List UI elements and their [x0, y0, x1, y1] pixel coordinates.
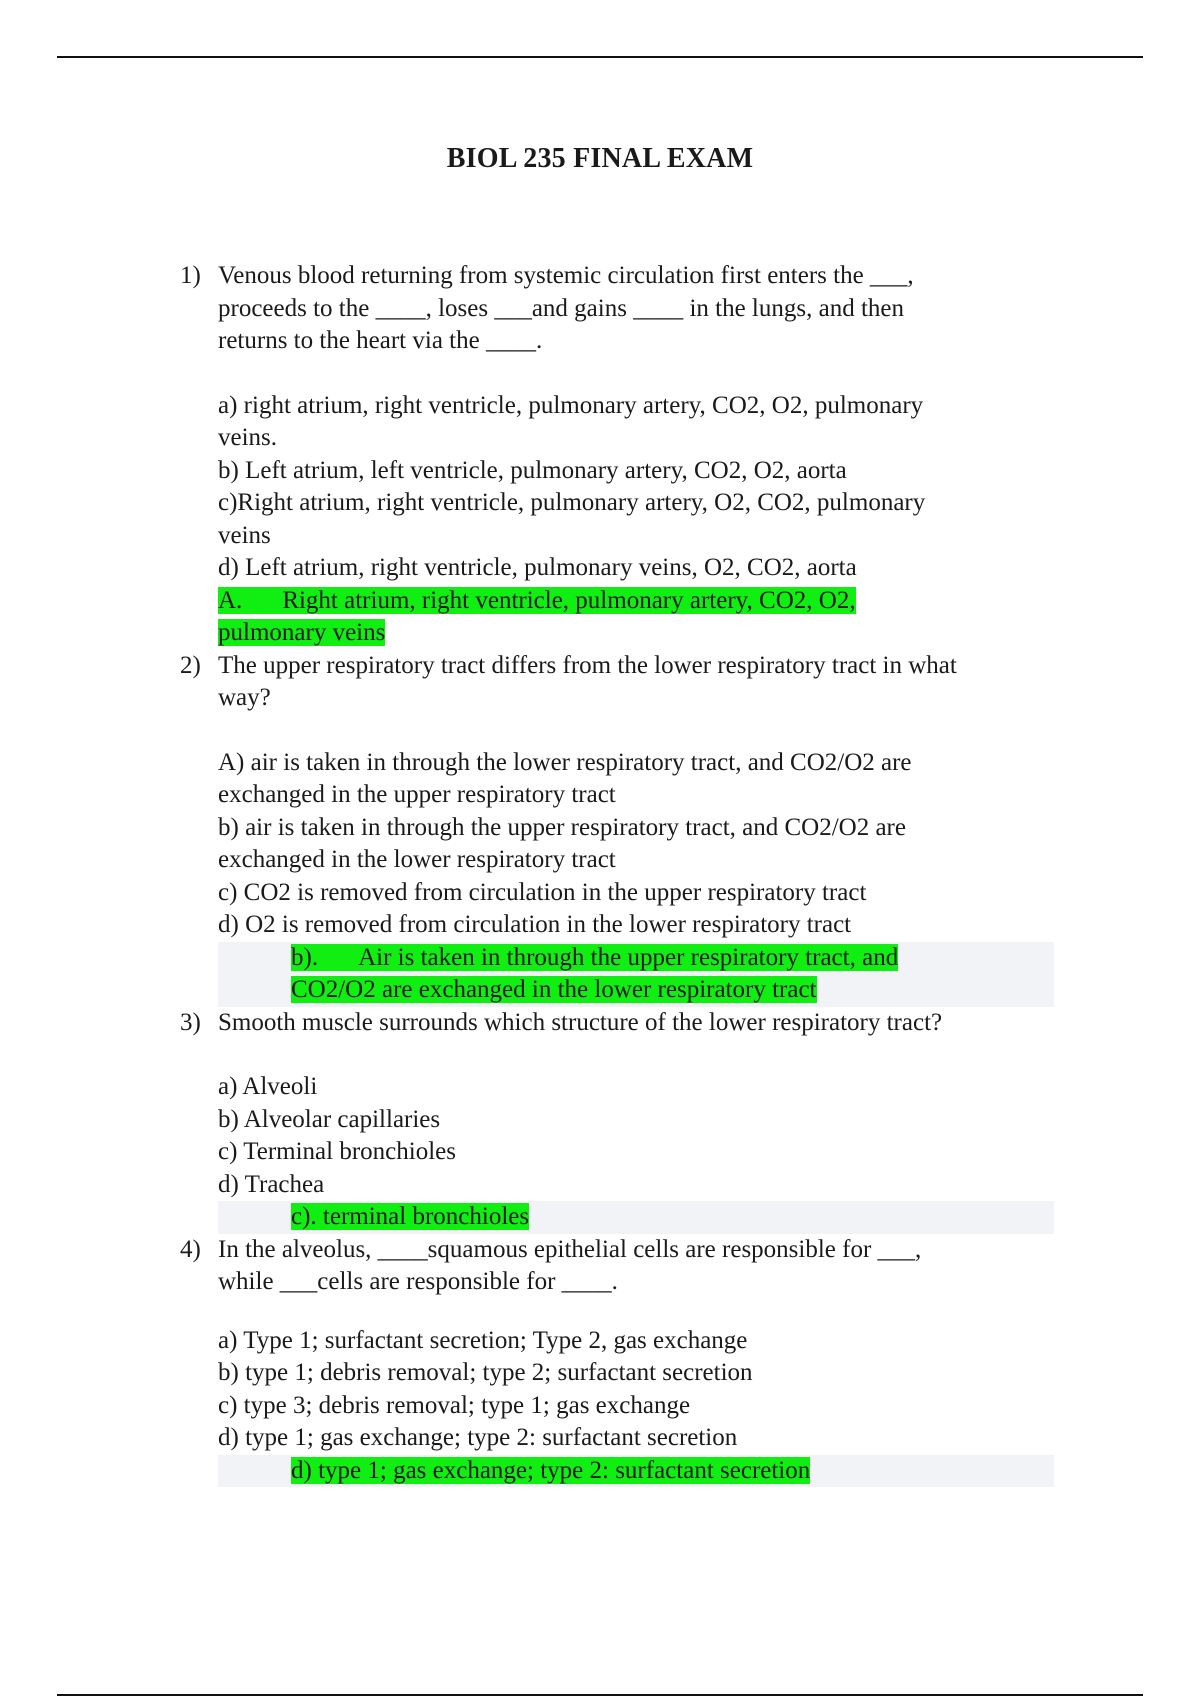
option-line: b) type 1; debris removal; type 2; surfactant secretion [218, 1359, 753, 1386]
option-line: a) Type 1; surfactant secretion; Type 2, gas exchange [218, 1326, 748, 1354]
option-line: b) Left atrium, left ventricle, pulmonary artery, CO2, O2, aorta [218, 456, 847, 484]
option-line: c) CO2 is removed from circulation in the upper respiratory tract [218, 878, 867, 906]
answer-highlight [0, 617, 1200, 650]
answer-text: pulmonary veins [218, 619, 386, 646]
option-line: c) Terminal bronchioles [218, 1138, 456, 1165]
option-line: veins. [218, 424, 278, 451]
question-stem-line: In the alveolus, ____squamous epithelial cells are responsible for ___, [218, 1235, 922, 1263]
option-line: c) type 3; debris removal; type 1; gas exchange [218, 1391, 691, 1419]
option-line: veins [218, 521, 271, 549]
option-line: A) air is taken in through the lower respiratory tract, and CO2/O2 are [218, 748, 912, 776]
question-number: 1) [180, 262, 201, 289]
answer-box [218, 942, 1054, 1007]
option-line: exchanged in the upper respiratory tract [218, 781, 616, 808]
answer-highlight [218, 1455, 1054, 1488]
option-line: c)Right atrium, right ventricle, pulmonary artery, O2, CO2, pulmonary [218, 489, 926, 516]
option-line: d) Left atrium, right ventricle, pulmonary veins, O2, CO2, aorta [218, 554, 857, 581]
answer-prefix: b). [291, 943, 319, 971]
page-title: BIOL 235 FINAL EXAM [446, 143, 754, 174]
question-2 [0, 650, 1200, 1007]
answer-box [218, 1455, 1054, 1488]
answer-text: d) type 1; gas exchange; type 2: surfactant secretion [291, 1456, 811, 1484]
option-line: exchanged in the lower respiratory tract [218, 846, 616, 873]
option-line: d) O2 is removed from circulation in the lower respiratory tract [218, 911, 852, 938]
question-stem-line: way? [218, 684, 271, 711]
option-line: a) right atrium, right ventricle, pulmonary artery, CO2, O2, pulmonary [218, 391, 924, 419]
option-line: b) air is taken in through the upper respiratory tract, and CO2/O2 are [218, 813, 906, 841]
question-stem-line: The upper respiratory tract differs from the lower respiratory tract in what [218, 651, 957, 679]
answer-text: CO2/O2 are exchanged in the lower respiratory tract [291, 976, 817, 1003]
option-line: d) type 1; gas exchange; type 2: surfactant secretion [218, 1424, 738, 1451]
answer-text: c). terminal bronchioles [291, 1203, 530, 1230]
answer-highlight [218, 974, 1054, 1007]
bottom-rule [57, 1694, 1143, 1696]
top-rule [57, 56, 1143, 58]
answer-highlight [218, 1201, 1054, 1234]
answer-text: Air is taken in through the upper respiratory tract, and [358, 943, 899, 971]
question-3 [0, 1007, 1200, 1234]
question-stem-line: proceeds to the ____, loses ___and gains ____ in the lungs, and then [218, 294, 904, 322]
answer-highlight [218, 942, 1054, 975]
option-line: d) Trachea [218, 1170, 325, 1198]
question-stem-line: Smooth muscle surrounds which structure of the lower respiratory tract? [218, 1008, 943, 1036]
option-line: a) Alveoli [218, 1073, 318, 1100]
question-number: 4) [180, 1235, 201, 1263]
question-4 [0, 1234, 1200, 1488]
answer-text: Right atrium, right ventricle, pulmonary artery, CO2, O2, [282, 586, 856, 614]
option-line: b) Alveolar capillaries [218, 1105, 441, 1133]
question-stem-line: while ___cells are responsible for ____. [218, 1268, 618, 1295]
question-1 [0, 260, 1200, 650]
question-number: 3) [180, 1008, 201, 1036]
answer-box [218, 1201, 1054, 1234]
exam-document [0, 260, 1200, 1487]
answer-highlight [0, 585, 1200, 618]
question-stem-line: returns to the heart via the ____. [218, 327, 543, 354]
question-number: 2) [180, 651, 201, 679]
question-stem-line: Venous blood returning from systemic circulation first enters the ___, [218, 262, 914, 289]
answer-prefix: A. [218, 586, 243, 614]
